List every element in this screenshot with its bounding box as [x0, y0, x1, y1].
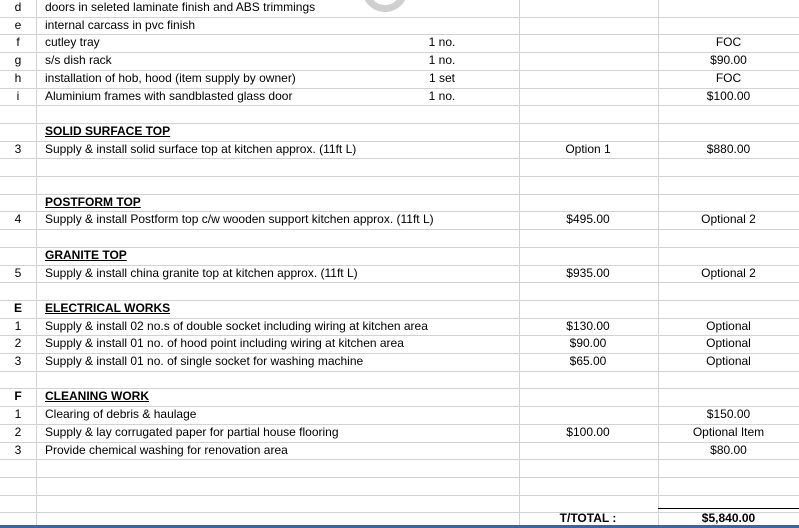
item-amount [519, 229, 657, 247]
item-remark [658, 247, 799, 265]
item-description [45, 477, 425, 495]
item-quantity [380, 388, 504, 406]
item-remark: FOC [715, 70, 742, 85]
item-description [45, 176, 425, 194]
item-index: 2 [14, 336, 22, 351]
item-index: 3 [14, 141, 22, 156]
item-remark: $90.00 [710, 53, 747, 68]
item-index [0, 123, 36, 141]
item-amount [519, 194, 657, 212]
table-row[interactable] [0, 0, 799, 17]
section-heading-row[interactable] [0, 194, 799, 212]
table-row[interactable] [0, 176, 799, 194]
item-index [0, 371, 36, 389]
table-row[interactable] [0, 70, 799, 88]
item-quantity [380, 158, 504, 176]
item-quantity [380, 282, 504, 300]
table-row[interactable] [0, 459, 799, 477]
section-heading-row[interactable] [0, 247, 799, 265]
item-description: Clearing of debris & haulage [45, 407, 197, 422]
item-remark: FOC [715, 35, 742, 50]
table-row[interactable] [0, 353, 799, 371]
item-remark: $880.00 [706, 141, 751, 156]
item-description [45, 282, 425, 300]
item-index [0, 282, 36, 300]
item-remark [658, 459, 799, 477]
item-quantity [380, 265, 504, 283]
item-amount [519, 52, 657, 70]
item-index: g [14, 53, 22, 68]
item-index [0, 247, 36, 265]
item-remark: Optional 2 [701, 212, 756, 227]
item-amount [519, 477, 657, 495]
item-amount [519, 459, 657, 477]
item-amount [519, 0, 657, 17]
item-amount: $65.00 [569, 354, 607, 368]
item-description: Supply & install Postform top c/w wooden support kitchen approx. (11ft L) [45, 212, 434, 227]
item-quantity [380, 300, 504, 318]
item-description: Aluminium frames with sandblasted glass door [45, 88, 293, 103]
table-row[interactable] [0, 88, 799, 106]
item-quantity [380, 105, 504, 123]
section-heading-row[interactable] [0, 388, 799, 406]
total-value: $5,840.00 [701, 511, 756, 525]
item-index [0, 459, 36, 477]
item-remark: Optional Item [692, 424, 765, 439]
item-quantity [380, 141, 504, 159]
item-description: Supply & lay corrugated paper for partial house flooring [45, 424, 339, 439]
item-remark [658, 176, 799, 194]
item-description: installation of hob, hood (item supply by owner) [45, 70, 296, 85]
item-amount [519, 88, 657, 106]
item-index: 1 [14, 407, 22, 422]
item-remark: Optional [706, 318, 751, 333]
item-description: s/s dish rack [45, 53, 112, 68]
table-row[interactable] [0, 141, 799, 159]
table-row[interactable] [0, 477, 799, 495]
section-heading-row[interactable] [0, 300, 799, 318]
item-amount: $90.00 [569, 336, 607, 351]
item-quantity [380, 477, 504, 495]
item-remark [658, 17, 799, 35]
item-amount [519, 123, 657, 141]
item-remark: Optional [706, 354, 751, 368]
table-row[interactable] [0, 211, 799, 229]
item-index [0, 229, 36, 247]
item-quantity [380, 406, 504, 424]
item-quantity: 1 no. [428, 35, 456, 50]
item-quantity: 1 set [428, 70, 455, 85]
item-remark: $80.00 [710, 442, 747, 457]
item-index [0, 158, 36, 176]
item-remark [658, 477, 799, 495]
item-index: f [16, 35, 20, 50]
item-index: 5 [14, 265, 22, 280]
item-description [45, 158, 425, 176]
item-description: doors in seleted laminate finish and ABS trimmings [45, 0, 316, 14]
item-remark: $100.00 [706, 88, 751, 103]
item-remark [658, 229, 799, 247]
item-remark: Optional 2 [701, 265, 756, 280]
item-amount [519, 17, 657, 35]
item-amount [519, 442, 657, 460]
table-row[interactable] [0, 158, 799, 176]
table-row[interactable] [0, 265, 799, 283]
item-quantity [380, 229, 504, 247]
section-heading: POSTFORM TOP [45, 194, 141, 209]
item-index: F [14, 389, 22, 404]
item-index [0, 194, 36, 212]
item-quantity [380, 459, 504, 477]
item-amount: $130.00 [566, 318, 610, 333]
item-remark [658, 194, 799, 212]
table-row[interactable] [0, 229, 799, 247]
item-index: 3 [14, 354, 22, 368]
section-heading-row[interactable] [0, 123, 799, 141]
item-amount: $935.00 [566, 265, 610, 280]
item-remark [658, 282, 799, 300]
item-amount [519, 105, 657, 123]
item-description: Supply & install solid surface top at kitchen approx. (11ft L) [45, 141, 357, 156]
item-amount [519, 34, 657, 52]
item-index: 1 [14, 318, 22, 333]
item-quantity [380, 442, 504, 460]
item-index: d [14, 0, 22, 14]
section-heading: CLEANING WORK [45, 389, 149, 404]
item-quantity [380, 335, 504, 353]
item-amount [519, 406, 657, 424]
table-row[interactable] [0, 17, 799, 35]
item-description: Provide chemical washing for renovation area [45, 442, 288, 457]
item-quantity [380, 211, 504, 229]
table-row[interactable] [0, 34, 799, 52]
item-remark [658, 123, 799, 141]
item-description [45, 229, 425, 247]
section-heading: GRANITE TOP [45, 247, 127, 262]
item-quantity [380, 194, 504, 212]
item-index: h [14, 70, 22, 85]
item-index [0, 477, 36, 495]
table-row[interactable] [0, 318, 799, 336]
item-quantity [380, 176, 504, 194]
item-description: Supply & install china granite top at kitchen approx. (11ft L) [45, 265, 358, 280]
item-quantity [380, 17, 504, 35]
item-remark [658, 158, 799, 176]
item-description [45, 371, 425, 389]
total-label: T/TOTAL : [559, 511, 617, 525]
item-index: E [13, 300, 22, 315]
item-description: cutley tray [45, 35, 100, 50]
item-amount [519, 388, 657, 406]
item-quantity [380, 247, 504, 265]
item-description: Supply & install 01 no. of hood point including wiring at kitchen area [45, 336, 404, 351]
item-remark: Optional [706, 336, 751, 351]
item-remark: $150.00 [706, 407, 751, 422]
item-index: 3 [14, 442, 22, 457]
item-description [45, 459, 425, 477]
item-quantity [380, 0, 504, 17]
item-index: e [14, 17, 22, 32]
item-amount [519, 70, 657, 88]
table-row[interactable] [0, 406, 799, 424]
table-row[interactable] [0, 442, 799, 460]
item-quantity [380, 424, 504, 442]
table-row[interactable] [0, 282, 799, 300]
item-remark [658, 388, 799, 406]
item-amount [519, 300, 657, 318]
item-index [0, 105, 36, 123]
section-heading: SOLID SURFACE TOP [45, 123, 171, 138]
item-index: i [16, 88, 20, 103]
item-amount [519, 371, 657, 389]
item-quantity [380, 318, 504, 336]
item-description: Supply & install 01 no. of single socket for washing machine [45, 354, 364, 368]
section-heading: ELECTRICAL WORKS [45, 300, 171, 315]
table-row[interactable] [0, 335, 799, 353]
item-remark [658, 300, 799, 318]
item-description [45, 105, 425, 123]
item-description: internal carcass in pvc finish [45, 17, 196, 32]
item-remark [658, 371, 799, 389]
item-quantity [380, 123, 504, 141]
item-amount [519, 158, 657, 176]
item-amount [519, 247, 657, 265]
item-quantity: 1 no. [428, 88, 456, 103]
item-amount [519, 176, 657, 194]
item-quantity [380, 371, 504, 389]
item-description: Supply & install 02 no.s of double socket including wiring at kitchen area [45, 318, 428, 333]
item-remark [658, 0, 799, 17]
item-index: 4 [14, 212, 22, 227]
item-quantity: 1 no. [428, 53, 456, 68]
item-amount: $495.00 [566, 212, 610, 227]
table-row[interactable] [0, 105, 799, 123]
item-index: 2 [14, 424, 22, 439]
table-row[interactable] [0, 424, 799, 442]
item-amount: Option 1 [565, 141, 611, 156]
table-row[interactable] [0, 52, 799, 70]
table-row[interactable] [0, 371, 799, 389]
total-underline [658, 508, 799, 509]
item-amount: $100.00 [566, 424, 610, 439]
item-amount [519, 282, 657, 300]
item-quantity [380, 353, 504, 371]
item-remark [658, 105, 799, 123]
item-index [0, 176, 36, 194]
